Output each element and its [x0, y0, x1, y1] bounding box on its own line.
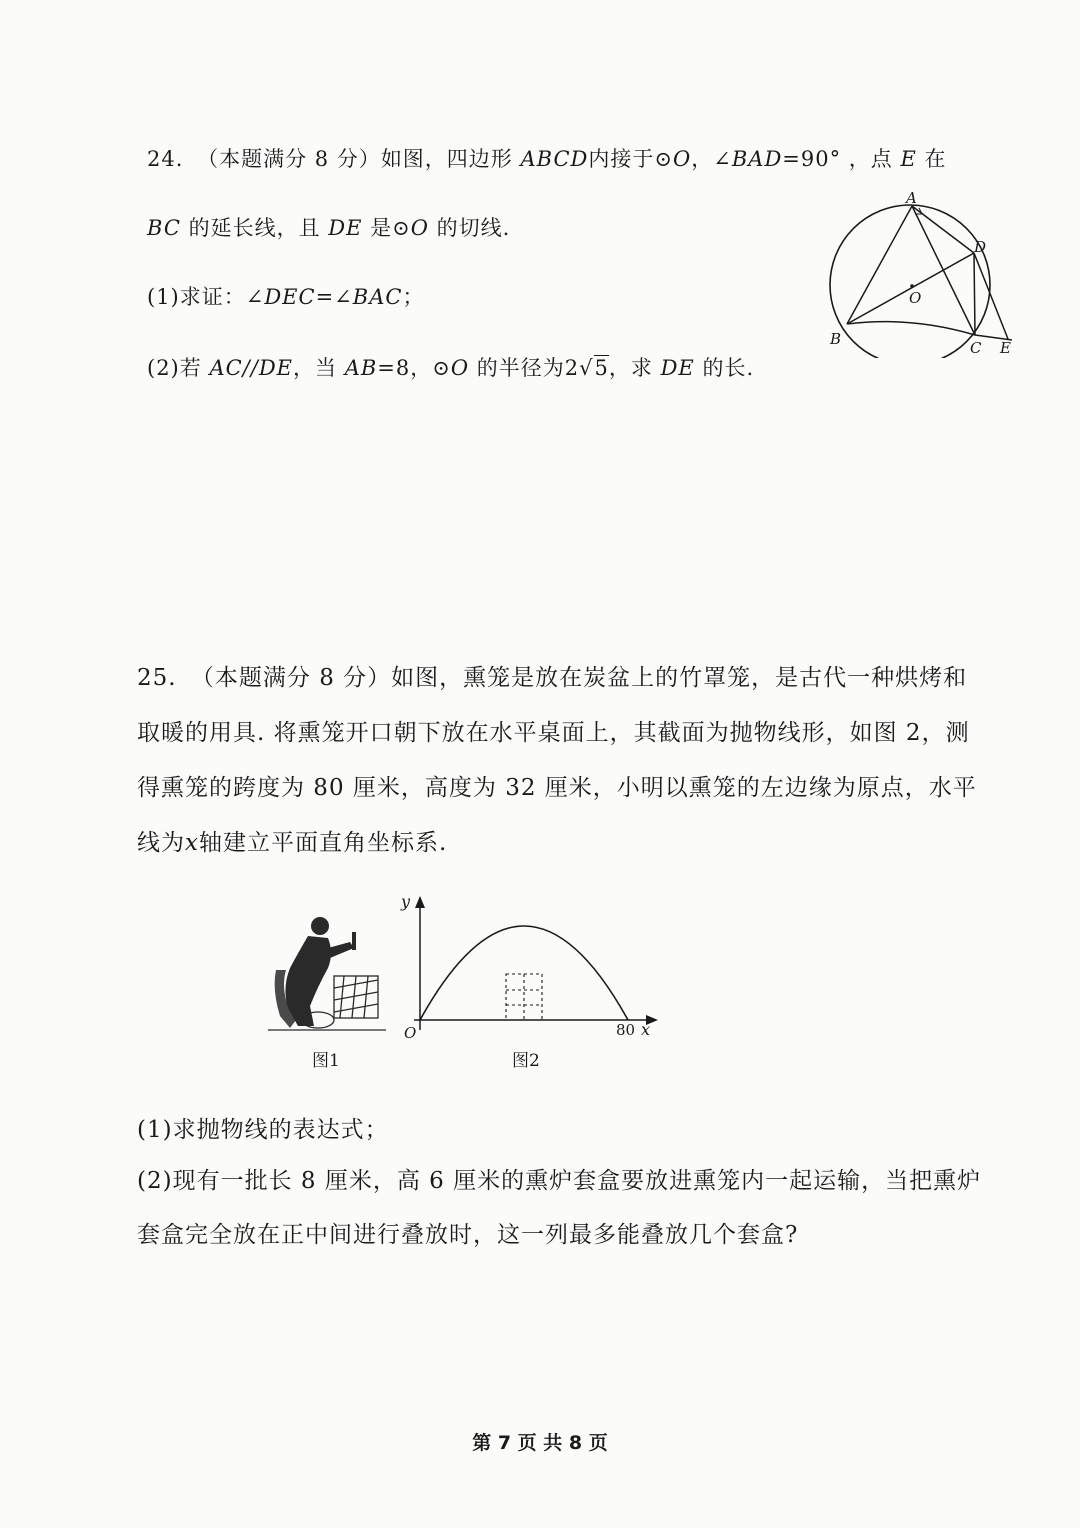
q24-text: 的长. [702, 356, 755, 380]
q24-var: DEC [264, 285, 316, 309]
q24-circle-figure [820, 188, 1035, 358]
q24-text: (2)若 [147, 356, 202, 380]
y-axis-arrow [415, 896, 425, 908]
segment-cd [974, 253, 975, 335]
fig2-parabola-graph [398, 892, 668, 1042]
q24-number: 24. [147, 147, 184, 171]
q24-line-2 [147, 212, 510, 242]
q24-text: 如图，四边形 [380, 147, 513, 171]
q24-var: O [450, 356, 470, 380]
q24-var: AB [344, 356, 378, 380]
q25-part-2-line-2: 套盒完全放在正中间进行叠放时，这一列最多能叠放几个套盒? [137, 1222, 799, 1248]
q24-text: =8，⊙ [377, 356, 451, 380]
q24-part-1 [147, 281, 424, 311]
label-e: E [1000, 339, 1011, 357]
q25-points: （本题满分 8 分） [190, 665, 392, 691]
segment-bc [847, 322, 975, 335]
q24-text: ； [402, 285, 425, 309]
origin-label: O [404, 1024, 417, 1042]
fig1-caption: 图1 [312, 1051, 340, 1071]
tick-80-label: 80 [616, 1021, 636, 1039]
q25-text: 线为 [137, 830, 185, 856]
q24-text: =∠ [315, 285, 353, 309]
q25-line-1 [137, 659, 967, 692]
q25-text: 轴建立平面直角坐标系. [198, 830, 448, 856]
q24-text: =90° ，点 [782, 147, 893, 171]
q25-var: x [185, 830, 199, 856]
q24-var: O [673, 147, 692, 171]
q25-line-2: 取暖的用具. 将熏笼开口朝下放在水平桌面上，其截面为抛物线形，如图 2，测 [137, 720, 970, 746]
page-footer: 第 7 页 共 8 页 [472, 1432, 608, 1454]
q24-text: ，当 [293, 356, 337, 380]
q24-text: ，∠ [691, 147, 732, 171]
label-d: D [974, 238, 987, 256]
q24-text: 内接于⊙ [588, 147, 674, 171]
label-a: A [906, 189, 917, 207]
fig1-illustration [268, 908, 388, 1038]
label-o: O [909, 289, 922, 307]
q24-line-1 [147, 143, 947, 173]
q24-var: DE [328, 216, 363, 240]
q24-text: 是⊙ [370, 216, 411, 240]
circle-o [830, 205, 990, 358]
axis-y-label: y [401, 892, 411, 911]
q24-var: AC//DE [209, 356, 293, 380]
q24-var: O [410, 216, 429, 240]
q24-var: BAC [352, 285, 403, 309]
q24-quad: ABCD [520, 147, 589, 171]
label-c: C [970, 339, 982, 357]
q24-part-2 [147, 352, 754, 382]
sqrt-symbol: √5 [579, 356, 609, 380]
q24-text: 的延长线，且 [188, 216, 321, 240]
q24-text: 在 [924, 147, 947, 171]
q24-points: （本题满分 8 分） [197, 147, 381, 171]
q24-var: BAD [731, 147, 783, 171]
axis-x-label: x [641, 1020, 651, 1039]
q24-radicand: 5 [594, 356, 609, 380]
q24-var: BC [147, 216, 181, 240]
center-dot [910, 284, 914, 288]
q24-text: 的半径为2 [476, 356, 580, 380]
q25-part-1: (1)求抛物线的表达式； [137, 1117, 389, 1143]
q24-var: DE [660, 356, 695, 380]
q25-part-2-line-1: (2)现有一批长 8 厘米，高 6 厘米的熏炉套盒要放进熏笼内一起运输，当把熏炉 [137, 1168, 982, 1194]
q25-line-4 [137, 824, 447, 857]
label-b: B [830, 330, 842, 348]
q24-var: E [900, 147, 917, 171]
q24-text: ，求 [608, 356, 653, 380]
stacked-boxes [506, 974, 542, 1020]
q25-line-3: 得熏笼的跨度为 80 厘米，高度为 32 厘米，小明以熏笼的左边缘为原点，水平 [137, 775, 977, 801]
q25-text: 如图，熏笼是放在炭盆上的竹罩笼，是古代一种烘烤和 [391, 665, 968, 691]
fig2-caption: 图2 [512, 1051, 540, 1071]
q24-text: (1)求证：∠ [147, 285, 265, 309]
q24-text: 的切线. [436, 216, 511, 240]
q25-number: 25. [137, 665, 177, 691]
